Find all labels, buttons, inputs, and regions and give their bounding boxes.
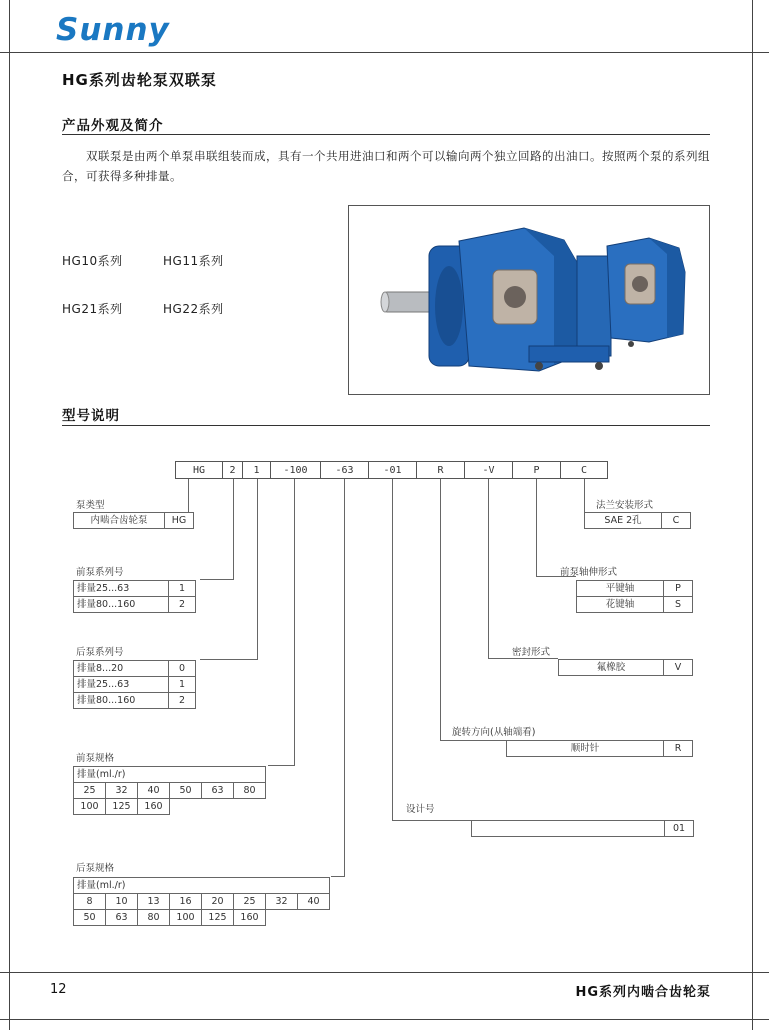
connector: [488, 658, 558, 659]
cell: 160: [234, 910, 266, 926]
cell: 1: [169, 677, 196, 693]
cell: 8: [74, 894, 106, 910]
cell: [472, 821, 665, 837]
cell: 25: [74, 783, 106, 799]
connector: [392, 820, 472, 821]
gear-pump-image: [349, 206, 709, 394]
frame-footer-line: [0, 1019, 769, 1020]
frame-left: [9, 0, 10, 1030]
section-rule: [62, 134, 710, 135]
cell: 125: [202, 910, 234, 926]
logo: Sunny: [56, 12, 170, 48]
table-front-series: [73, 580, 196, 613]
connector: [440, 740, 506, 741]
table-flange: [584, 512, 691, 529]
connector: [344, 479, 345, 877]
label-rear-spec: 后泵规格: [76, 863, 115, 874]
series-label: HG11系列: [163, 254, 224, 268]
cell: 排量80...160: [74, 693, 169, 709]
connector: [294, 479, 295, 766]
code-segment: HG: [175, 461, 222, 479]
code-segment: 1: [242, 461, 270, 479]
cell: 0: [169, 661, 196, 677]
table-rear-spec: [73, 877, 330, 926]
connector: [488, 479, 489, 659]
label-pump-type: 泵类型: [76, 500, 105, 511]
cell: 50: [74, 910, 106, 926]
connector: [200, 579, 234, 580]
cell: 50: [170, 783, 202, 799]
cell: 40: [298, 894, 330, 910]
intro-paragraph: 双联泵是由两个单泵串联组装而成，具有一个共用进油口和两个可以输向两个独立回路的出油口。按照两个泵的系列组合，可获得多种排量。: [62, 149, 710, 183]
cell: R: [664, 741, 693, 757]
code-segment: R: [416, 461, 464, 479]
connector: [584, 479, 585, 512]
table-front-spec: [73, 766, 266, 815]
cell: 125: [106, 799, 138, 815]
table-rear-series: [73, 660, 196, 709]
cell: 63: [202, 783, 234, 799]
cell: 排量25...63: [74, 677, 169, 693]
cell: 2: [169, 597, 196, 613]
cell: 2: [169, 693, 196, 709]
cell: 平键轴: [577, 581, 664, 597]
label-design: 设计号: [406, 804, 435, 815]
cell: SAE 2孔: [585, 513, 662, 529]
cell: 80: [138, 910, 170, 926]
connector: [440, 479, 441, 740]
label-front-spec: 前泵规格: [76, 753, 115, 764]
table-rotation: [506, 740, 693, 757]
cell: 内啮合齿轮泵: [74, 513, 165, 529]
connector: [331, 876, 345, 877]
table-seal: [558, 659, 693, 676]
label-shaft: 前泵轴伸形式: [560, 567, 618, 578]
cell: 25: [234, 894, 266, 910]
cell: 排量(ml./r): [74, 878, 330, 894]
code-segment: -63: [320, 461, 368, 479]
connector: [268, 765, 295, 766]
cell: 160: [138, 799, 170, 815]
cell: 排量(ml./r): [74, 767, 266, 783]
cell: 排量8...20: [74, 661, 169, 677]
cell: C: [662, 513, 691, 529]
cell: 1: [169, 581, 196, 597]
code-segment: -100: [270, 461, 320, 479]
cell: 排量25...63: [74, 581, 169, 597]
section-heading-overview: 产品外观及简介: [62, 118, 164, 134]
cell: S: [664, 597, 693, 613]
pump-photo: [348, 205, 710, 395]
cell: 13: [138, 894, 170, 910]
connector: [233, 479, 234, 580]
cell: 100: [170, 910, 202, 926]
page-number: 12: [50, 982, 67, 997]
series-label: HG22系列: [163, 302, 224, 316]
label-rear-series: 后泵系列号: [76, 647, 124, 658]
label-rotation: 旋转方向(从轴端看): [452, 727, 536, 738]
footer-title: HG系列内啮合齿轮泵: [575, 985, 711, 1000]
section-heading-model: 型号说明: [62, 408, 120, 424]
series-label: HG10系列: [62, 254, 123, 268]
cell: 40: [138, 783, 170, 799]
frame-top-line: [0, 52, 769, 53]
code-segment: 2: [222, 461, 242, 479]
label-flange: 法兰安装形式: [596, 500, 654, 511]
section-rule: [62, 425, 710, 426]
label-front-series: 前泵系列号: [76, 567, 124, 578]
cell: 80: [234, 783, 266, 799]
code-segment: -V: [464, 461, 512, 479]
cell: P: [664, 581, 693, 597]
cell: 顺时针: [507, 741, 664, 757]
connector: [257, 479, 258, 660]
label-seal: 密封形式: [512, 647, 551, 658]
connector: [536, 479, 537, 577]
table-design: [471, 820, 694, 837]
cell: 排量80...160: [74, 597, 169, 613]
cell: 氟橡胶: [559, 660, 664, 676]
table-pump-type: [73, 512, 194, 529]
connector: [200, 659, 258, 660]
code-segment: -01: [368, 461, 416, 479]
cell: HG: [165, 513, 194, 529]
connector: [188, 479, 189, 513]
code-segment: C: [560, 461, 608, 479]
cell: 63: [106, 910, 138, 926]
cell: V: [664, 660, 693, 676]
cell: 16: [170, 894, 202, 910]
frame-bottom-line: [0, 972, 769, 973]
frame-right: [752, 0, 753, 1030]
connector: [392, 479, 393, 820]
cell: 花键轴: [577, 597, 664, 613]
table-shaft: [576, 580, 693, 613]
cell: 20: [202, 894, 234, 910]
cell: 32: [106, 783, 138, 799]
cell: 01: [665, 821, 694, 837]
page-title: HG系列齿轮泵双联泵: [62, 71, 217, 89]
cell: 32: [266, 894, 298, 910]
cell: 100: [74, 799, 106, 815]
cell: 10: [106, 894, 138, 910]
series-label: HG21系列: [62, 302, 123, 316]
code-segment: P: [512, 461, 560, 479]
